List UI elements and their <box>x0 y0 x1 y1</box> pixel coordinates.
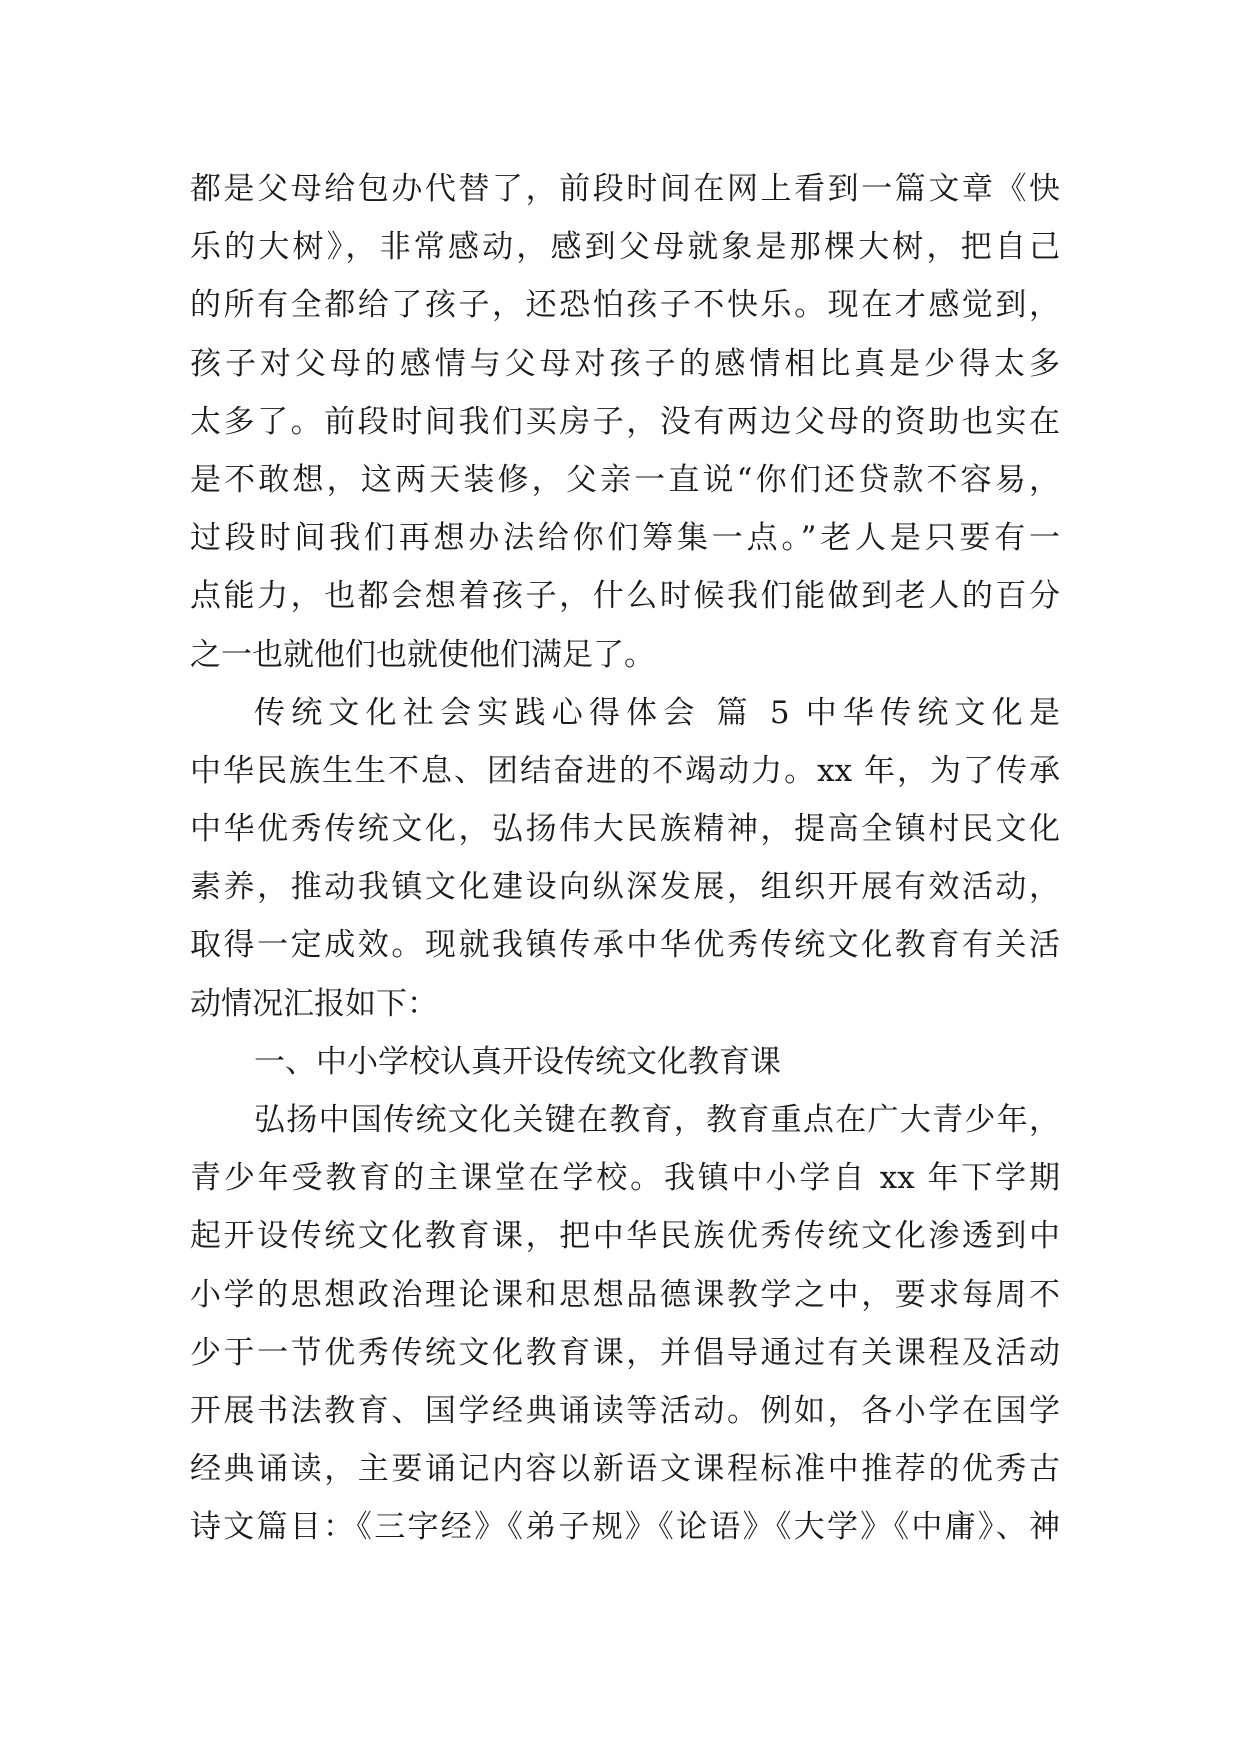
text-line: 中华优秀传统文化，弘扬伟大民族精神，提高全镇村民文化 <box>190 811 1060 848</box>
subheading-line: 一、中小学校认真开设传统文化教育课 <box>254 1043 781 1080</box>
text-line: 是不敢想，这两天装修，父亲一直说“你们还贷款不容易， <box>190 461 1060 498</box>
text-line: 少于一节优秀传统文化教育课，并倡导通过有关课程及活动 <box>190 1334 1060 1371</box>
text-line: 青少年受教育的主课堂在学校。我镇中小学自 xx 年下学期 <box>190 1160 1060 1197</box>
text-line: 乐的大树》，非常感动，感到父母就象是那棵大树，把自己 <box>190 229 1060 266</box>
text-line: 素养，推动我镇文化建设向纵深发展，组织开展有效活动， <box>190 869 1060 906</box>
text-line: 太多了。前段时间我们买房子，没有两边父母的资助也实在 <box>190 403 1060 440</box>
text-line: 点能力，也都会想着孩子，什么时候我们能做到老人的百分 <box>190 578 1060 615</box>
text-line: 诗文篇目：《三字经》《弟子规》《论语》《大学》《中庸》、神 <box>190 1509 1060 1546</box>
text-line: 都是父母给包办代替了，前段时间在网上看到一篇文章《快 <box>190 171 1060 207</box>
section-heading-line: 传统文化社会实践心得体会 篇 5 中华传统文化是 <box>254 694 1060 731</box>
body-text <box>190 160 1060 1557</box>
text-line: 之一也就他们也就使他们满足了。 <box>190 636 655 673</box>
text-line: 中华民族生生不息、团结奋进的不竭动力。xx 年，为了传承 <box>190 752 1060 789</box>
text-line: 开展书法教育、国学经典诵读等活动。例如，各小学在国学 <box>190 1392 1060 1429</box>
text-line: 的所有全都给了孩子，还恐怕孩子不快乐。现在才感觉到， <box>190 287 1060 324</box>
text-line: 小学的思想政治理论课和思想品德课教学之中，要求每周不 <box>190 1276 1060 1313</box>
text-line: 经典诵读，主要诵记内容以新语文课程标准中推荐的优秀古 <box>190 1451 1060 1488</box>
text-line: 过段时间我们再想办法给你们筹集一点。”老人是只要有一 <box>190 520 1060 557</box>
text-line: 取得一定成效。现就我镇传承中华优秀传统文化教育有关活 <box>190 927 1060 964</box>
text-line: 起开设传统文化教育课，把中华民族优秀传统文化渗透到中 <box>190 1218 1060 1255</box>
text-line: 弘扬中国传统文化关键在教育，教育重点在广大青少年， <box>254 1102 1060 1138</box>
text-line: 孩子对父母的感情与父母对孩子的感情相比真是少得太多 <box>190 345 1060 382</box>
text-line: 动情况汇报如下： <box>190 985 438 1022</box>
